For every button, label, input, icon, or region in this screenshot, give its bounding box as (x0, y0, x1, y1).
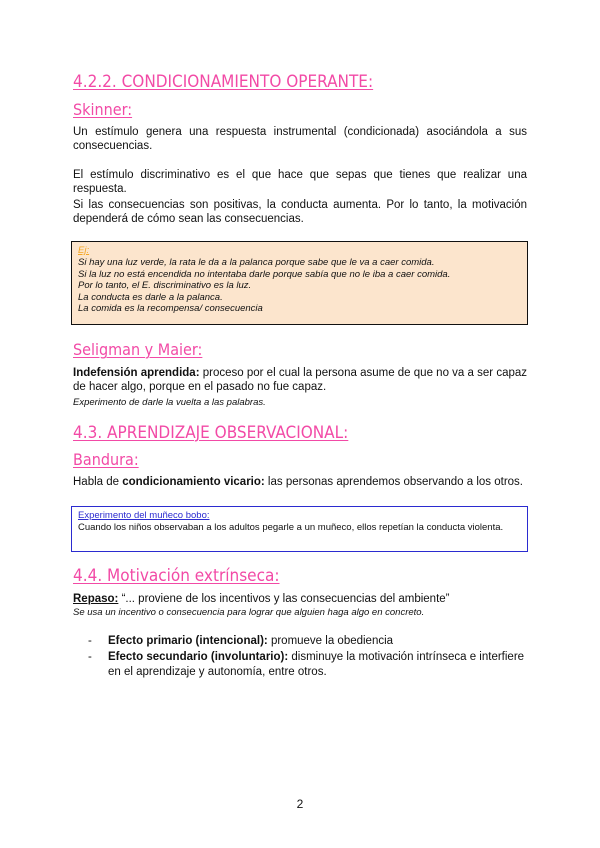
bandura-pre: Habla de (73, 476, 123, 488)
section-heading-4-3: 4.3. APRENDIZAJE OBSERVACIONAL: (73, 423, 349, 443)
page-number: 2 (296, 797, 304, 811)
list-item (88, 634, 528, 649)
bullet-dash: - (88, 651, 92, 663)
paragraph-repaso (73, 592, 527, 606)
effect-text: promueve la obediencia (267, 635, 394, 647)
effects-list (88, 634, 528, 681)
paragraph-skinner-1: Un estímulo genera una respuesta instrumental (condicionada) asociándola a sus consecuencias. (73, 126, 527, 152)
note-seligman: Experimento de darle la vuelta a las palabras. (73, 397, 266, 408)
subheading-seligman: Seligman y Maier: (73, 340, 203, 359)
term-repaso: Repaso: (73, 593, 119, 605)
effect-term: Efecto secundario (involuntario): (108, 651, 289, 663)
example-line: La comida es la recompensa/ consecuencia (78, 303, 263, 314)
example-box (71, 241, 528, 325)
example-label: Ej: (78, 245, 90, 256)
experiment-box (71, 506, 528, 552)
bandura-post: las personas aprendemos observando a los otros. (264, 476, 523, 488)
effect-text: disminuye la motivación intrínseca e interfiere en el aprendizaje y autonomía, entre otros. (108, 651, 525, 678)
example-line: La conducta es darle a la palanca. (78, 291, 223, 303)
section-heading-4-4: 4.4. Motivación extrínseca: (73, 566, 280, 586)
term-indefension: Indefensión aprendida: (73, 367, 200, 379)
bullet-dash: - (88, 635, 92, 647)
term-vicario: condicionamiento vicario: (122, 476, 265, 488)
experiment-text: Cuando los niños observaban a los adultos pegarle a un muñeco, ellos repetían la conducta violenta. (78, 522, 504, 533)
paragraph-skinner-2: El estímulo discriminativo es el que hace que sepas que tienes que realizar una respuesta. (73, 169, 527, 195)
paragraph-seligman (73, 366, 527, 394)
note-repaso: Se usa un incentivo o consecuencia para lograr que alguien haga algo en concreto. (73, 607, 425, 618)
subheading-skinner: Skinner: (73, 100, 133, 119)
subheading-bandura: Bandura: (73, 450, 139, 469)
definition-indefension: proceso por el cual la persona asume de que no va a ser capaz de hacer algo, porque en el pasado no fue capaz. (73, 367, 528, 393)
example-line: Por lo tanto, el E. discriminativo es la luz. (78, 280, 252, 291)
repaso-quote: “... proviene de los incentivos y las consecuencias del ambiente” (118, 593, 450, 605)
paragraph-bandura (73, 475, 527, 489)
example-line: Si hay una luz verde, la rata le da a la palanca porque sabe que le va a caer comida. (78, 257, 435, 268)
section-heading-4-2-2: 4.2.2. CONDICIONAMIENTO OPERANTE: (73, 72, 374, 92)
example-line: Si la luz no está encendida no intentaba darle porque sabía que no le iba a caer comida. (78, 268, 451, 280)
effect-term: Efecto primario (intencional): (108, 635, 268, 647)
experiment-title: Experimento del muñeco bobo: (78, 510, 210, 521)
paragraph-skinner-3: Si las consecuencias son positivas, la conducta aumenta. Por lo tanto, la motivación dependerá de cómo sean las consecuencias. (73, 199, 527, 225)
list-item (88, 650, 528, 680)
